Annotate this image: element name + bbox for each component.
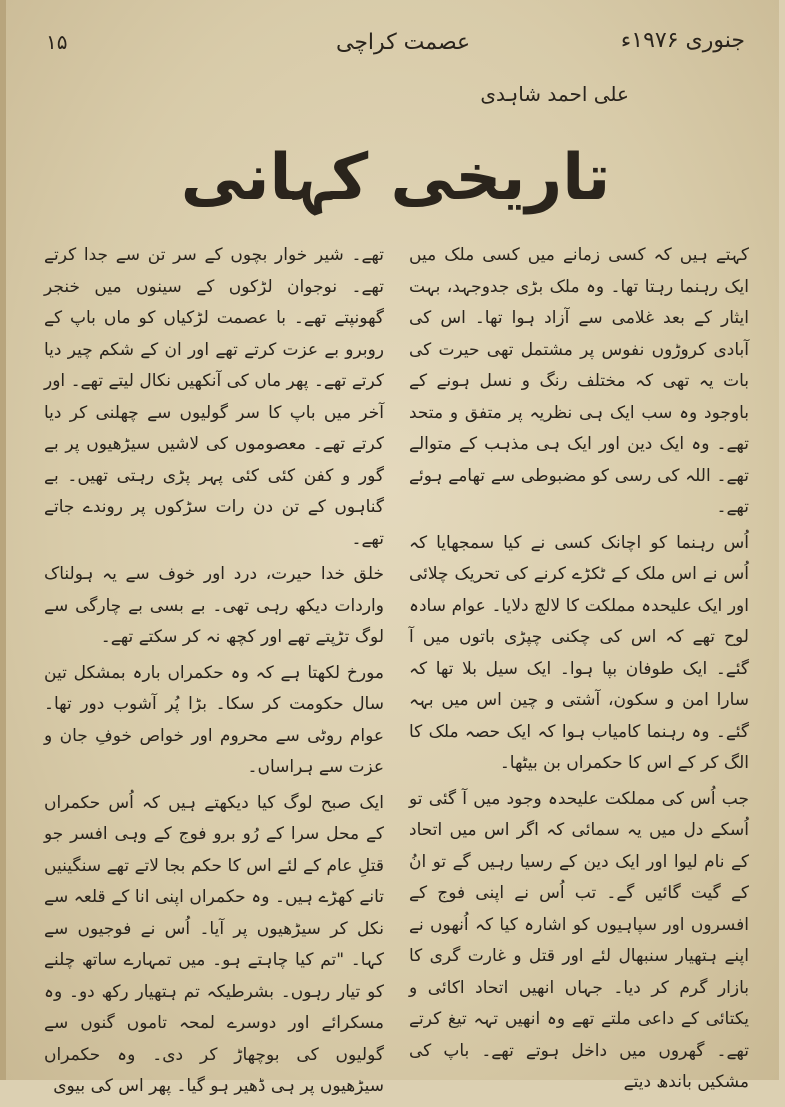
author-name: علی احمد شاہدی xyxy=(480,82,629,106)
page-header xyxy=(6,24,785,64)
paragraph: مورخ لکھتا ہے کہ وہ حکمراں بارہ بمشکل تین سال حکومت کر سکا۔ بڑا پُر آشوب دور تھا۔ عوام روٹی سے محروم اور خواص خوفِ جان و عزت سے ہراساں۔ xyxy=(44,662,384,777)
text-column-left xyxy=(44,240,384,1107)
article-title: تاریخی کہانی xyxy=(180,141,611,215)
text-column-right xyxy=(409,240,749,1103)
paragraph: جب اُس کی مملکت علیحدہ وجود میں آ گئی تو اُسکے دل میں یہ سمائی کہ اگر اس میں اتحاد کے نام لیوا اور ایک دین کے رسیا رہیں گے تو انُ کے گیت گائیں گے۔ تب اُس نے اپنی فوج کے افسروں اور سپاہیوں کو اشارہ کیا کہ اُنھوں نے اپنے ہتھیار سنبھال لئے اور قتل و غارت گری کا بازار گرم کر دیا۔ جہاں انھیں اتحاد اکائی و یکتائی کے داعی ملتے تھے وہ انھیں تہہ تیغ کرتے تھے۔ گھروں میں داخل ہوتے تھے۔ باپ کی مشکیں باندھ دیتے xyxy=(409,788,749,1092)
paragraph: خلق خدا حیرت، درد اور خوف سے یہ ہولناک واردات دیکھ رہی تھی۔ بے بسی بے چارگی سے لوگ تڑپتے تھے اور کچھ نہ کر سکتے تھے۔ xyxy=(44,564,384,647)
page-number: ۱۵ xyxy=(46,30,68,54)
issue-date: جنوری ۱۹۷۶ء xyxy=(620,28,745,53)
paragraph: کہتے ہیں کہ کسی زمانے میں کسی ملک میں ایک رہنما رہتا تھا۔ وہ ملک بڑی جدوجہد، بہت ایثار کے بعد غلامی سے آزاد ہوا تھا۔ اس کی آبادی کروڑوں نفوس پر مشتمل تھی حیرت کی بات یہ تھی کہ مختلف رنگ و نسل ہونے کے باوجود وہ سب ایک ہی نظریہ پر متفق و متحد تھے۔ وہ ایک دین اور ایک ہی مذہب کے متوالے تھے۔ اللہ کی رسی کو مضبوطی سے تھامے ہوئے تھے۔ xyxy=(409,245,749,517)
paragraph: تھے۔ شیر خوار بچوں کے سر تن سے جدا کرتے تھے۔ نوجوان لڑکوں کے سینوں میں خنجر گھونپتے تھے۔ با عصمت لڑکیاں کو ماں باپ کے روبرو بے عزت کرتے تھے اور ان کے شکم چیر دیا کرتے تھے۔ پھر ماں کی آنکھیں نکال لیتے تھے۔ اور آخر میں باپ کا سر گولیوں سے چھلنی کر دیا کرتے تھے۔ معصوموں کی لاشیں سیڑھیوں پر بے گور و کفن کئی کئی پہر پڑی رہتی تھیں۔ بے گناہوں کے تن دن رات سڑکوں پر روندے جاتے تھے۔ xyxy=(44,245,384,549)
paragraph: اُس رہنما کو اچانک کسی نے کیا سمجھایا کہ اُس نے اس ملک کے ٹکڑے کرنے کی تحریک چلائی اور ایک علیحدہ مملکت کا لالچ دلایا۔ عوام سادہ لوح تھے کہ اس کی چکنی چپڑی باتوں میں آ گئے۔ ایک طوفان بپا ہوا۔ ایک سیل بلا تھا کہ سارا امن و سکون، آشتی و چین اس میں بہہ گئے۔ وہ رہنما کامیاب ہوا کہ ایک حصہ ملک کا الگ کر کے اس کا حکمراں بن بیٹھا۔ xyxy=(409,532,749,773)
magazine-name: عصمت کراچی xyxy=(336,30,471,55)
paragraph: ایک صبح لوگ کیا دیکھتے ہیں کہ اُس حکمراں کے محل سرا کے رُو برو فوج کے وہی افسر جو قتلِ عام کے لئے اس کا حکم بجا لاتے تھے سنگینیں تانے کھڑے ہیں۔ وہ حکمراں اپنی انا کے قلعہ سے نکل کر سیڑھیوں پر آیا۔ اُس نے فوجیوں سے کہا۔ "تم کیا چاہتے ہو۔ میں تمہارے ساتھ چلنے کو تیار رہوں۔ بشرطیکہ تم ہتھیار رکھ دو۔ وہ مسکرائے اور دوسرے لمحہ تاموں گنوں سے گولیوں کی بوچھاڑ کر دی۔ وہ حکمراں سیڑھیوں پر ہی ڈھیر ہو گیا۔ پھر اس کی بیوی xyxy=(44,792,384,1096)
